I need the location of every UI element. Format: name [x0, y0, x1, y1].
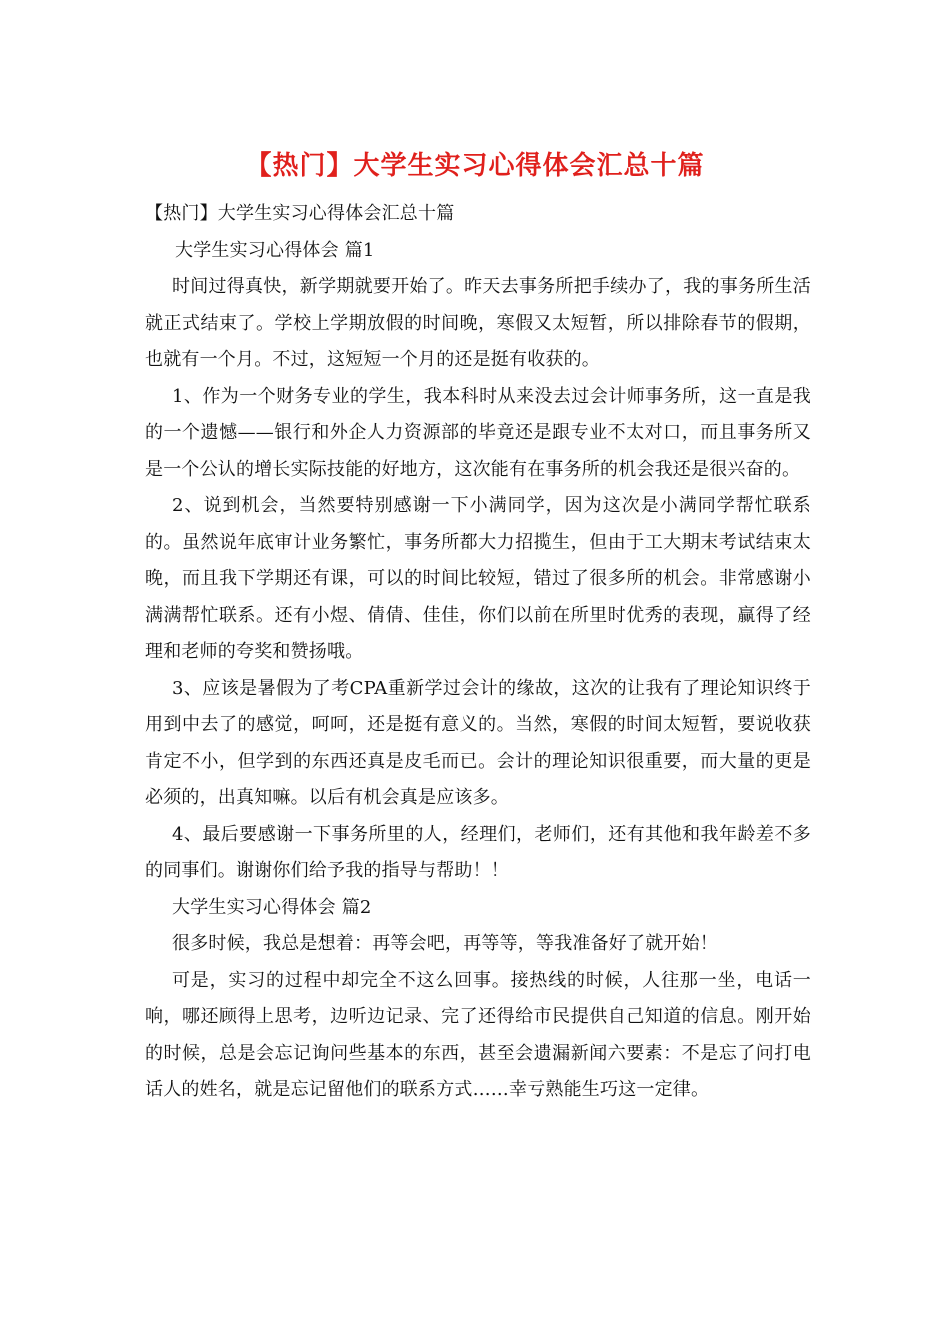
document-subtitle: 【热门】大学生实习心得体会汇总十篇	[145, 203, 455, 224]
paragraph: 3、应该是暑假为了考CPA重新学过会计的缘故，这次的让我有了理论知识终于用到中去了的感觉，呵呵，还是挺有意义的。当然，寒假的时间太短暂，要说收获肯定不小，但学到的东西还真是皮毛而已。会计的理论知识很重要，而大量的更是必须的，出真知嘛。以后有机会真是应该多。	[145, 677, 811, 808]
section-heading-2: 大学生实习心得体会 篇2	[172, 896, 372, 918]
paragraph: 2、说到机会，当然要特别感谢一下小满同学，因为这次是小满同学帮忙联系的。虽然说年底审计业务繁忙，事务所都大力招揽生，但由于工大期末考试结束太晚，而且我下学期还有课，可以的时间比较短，错过了很多所的机会。非常感谢小满满帮忙联系。还有小煜、倩倩、佳佳，你们以前在所里时优秀的表现，赢得了经理和老师的夸奖和赞扬哦。	[145, 495, 811, 662]
paragraph: 时间过得真快，新学期就要开始了。昨天去事务所把手续办了，我的事务所生活就正式结束了。学校上学期放假的时间晚，寒假又太短暂，所以排除春节的假期，也就有一个月。不过，这短短一个月的还是挺有收获的。	[145, 276, 811, 370]
paragraph: 4、最后要感谢一下事务所里的人，经理们，老师们，还有其他和我年龄差不多的同事们。谢谢你们给予我的指导与帮助！！	[145, 823, 811, 881]
paragraph: 可是，实习的过程中却完全不这么回事。接热线的时候，人往那一坐，电话一响，哪还顾得上思考，边听边记录、完了还得给市民提供自己知道的信息。刚开始的时候，总是会忘记询问些基本的东西，甚至会遗漏新闻六要素：不是忘了问打电话人的姓名，就是忘记留他们的联系方式……幸亏熟能生巧这一定律。	[145, 969, 811, 1100]
paragraph: 1、作为一个财务专业的学生，我本科时从来没去过会计师事务所，这一直是我的一个遗憾——银行和外企人力资源部的毕竟还是跟专业不太对口，而且事务所又是一个公认的增长实际技能的好地方，这次能有在事务所的机会我还是很兴奋的。	[145, 385, 811, 480]
section-heading-1: 大学生实习心得体会 篇1	[175, 239, 375, 261]
paragraph: 很多时候，我总是想着：再等会吧，再等等，等我准备好了就开始！	[172, 933, 718, 954]
document-title: 【热门】大学生实习心得体会汇总十篇	[245, 151, 705, 181]
document-body	[145, 196, 811, 1109]
